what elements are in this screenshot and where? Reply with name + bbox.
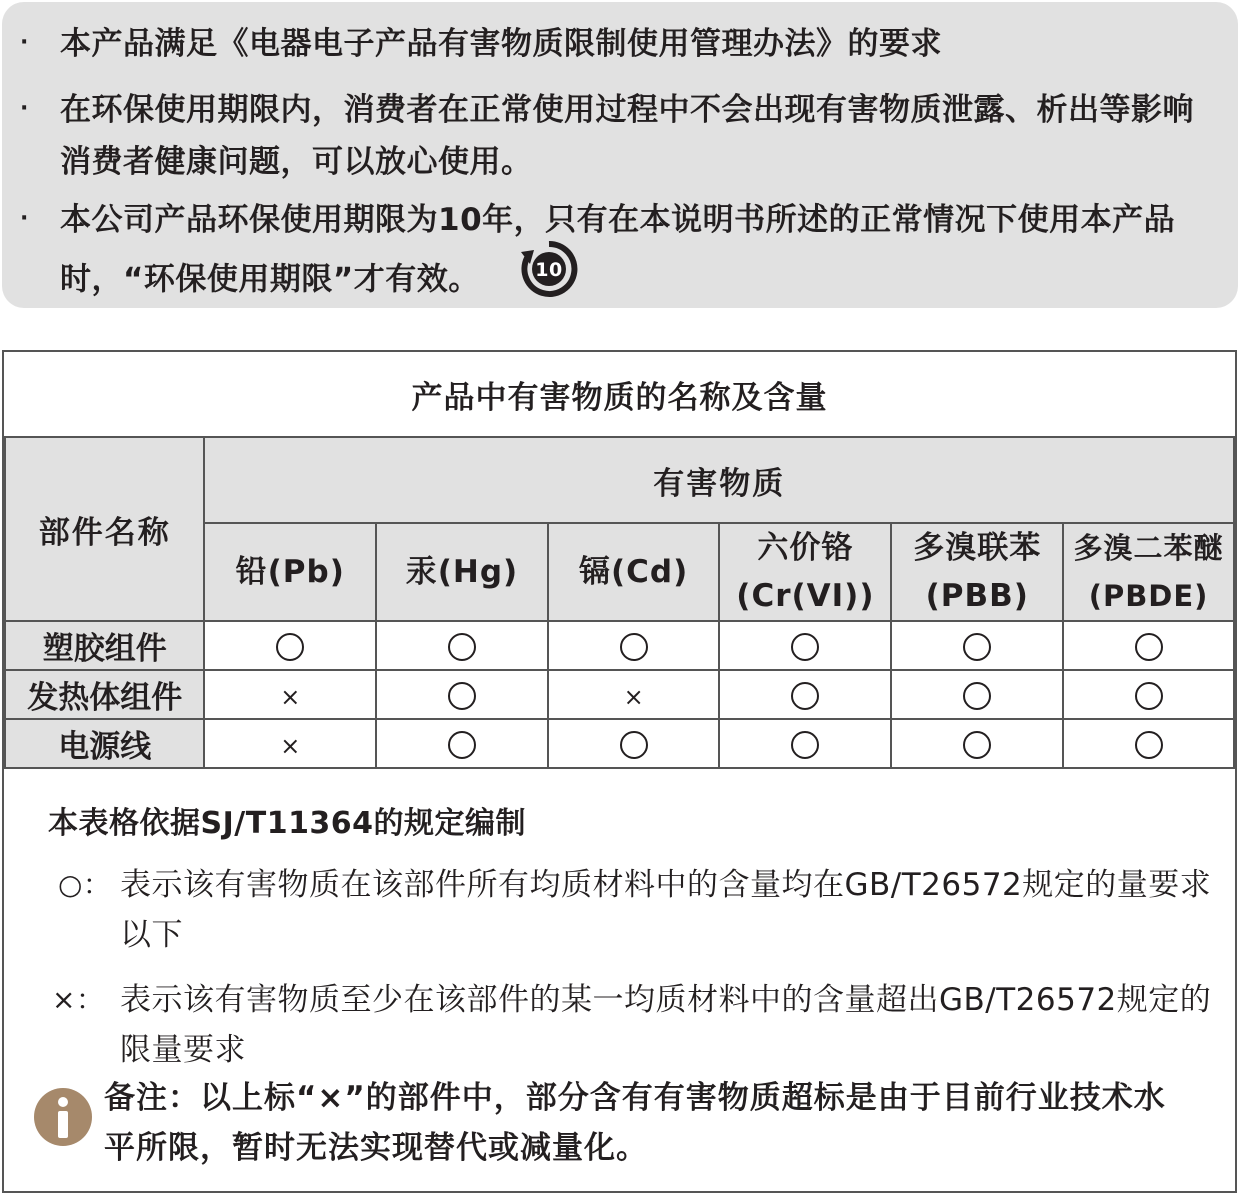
substance-cell bbox=[891, 670, 1063, 719]
compliant-mark bbox=[1135, 633, 1163, 661]
substance-cell bbox=[719, 719, 891, 768]
compliant-mark bbox=[448, 633, 476, 661]
remark-text: 备注：以上标“×”的部件中，部分含有有害物质超标是由于目前行业技术水平所限，暂时无法实现替代或减量化。 bbox=[104, 1080, 1166, 1166]
substance-cell bbox=[376, 719, 548, 768]
legend-text: 表示该有害物质至少在该部件的某一均质材料中的含量超出GB/T26572规定的限量要求 bbox=[120, 982, 1212, 1068]
notice-item-text-content: 本公司产品环保使用期限为10年，只有在本说明书所述的正常情况下使用本产品时，“环保使用期限”才有效。 bbox=[60, 202, 1176, 298]
hazard-table-frame bbox=[2, 350, 1237, 1193]
compliant-mark bbox=[1135, 682, 1163, 710]
compliant-mark bbox=[791, 731, 819, 759]
compliant-mark bbox=[620, 731, 648, 759]
compliant-mark bbox=[791, 682, 819, 710]
substance-cell bbox=[548, 719, 720, 768]
substance-header bbox=[376, 523, 548, 621]
substance-symbol: (Cr(VI)) bbox=[736, 578, 875, 614]
substance-name: 镉 bbox=[578, 554, 611, 590]
substance-header bbox=[548, 523, 720, 621]
substance-cell bbox=[891, 719, 1063, 768]
bullet: · bbox=[20, 30, 29, 55]
compliant-mark bbox=[963, 633, 991, 661]
legend-symbol: ×： bbox=[52, 983, 105, 1016]
substance-name: 多溴联苯 bbox=[913, 530, 1042, 566]
bullet: · bbox=[20, 206, 29, 231]
compliant-mark bbox=[276, 633, 304, 661]
notice-item-text bbox=[60, 194, 1220, 316]
substance-name: 汞 bbox=[405, 554, 438, 590]
substance-symbol: (Hg) bbox=[437, 554, 519, 590]
hazardous-substance-table bbox=[4, 352, 1235, 769]
hazard-header: 有害物质 bbox=[204, 437, 1234, 523]
part-name: 发热体组件 bbox=[5, 670, 204, 719]
substance-symbol: (PBDE) bbox=[1088, 579, 1209, 613]
exceeds-mark: × bbox=[280, 682, 301, 711]
notice-panel bbox=[2, 2, 1238, 308]
substance-cell bbox=[1063, 621, 1234, 670]
substance-cell bbox=[204, 621, 376, 670]
bullet: · bbox=[20, 96, 29, 121]
substance-cell bbox=[376, 621, 548, 670]
substance-cell bbox=[204, 719, 376, 768]
part-name: 电源线 bbox=[5, 719, 204, 768]
exceeds-mark: × bbox=[623, 682, 644, 711]
substance-name: 六价铬 bbox=[757, 530, 854, 566]
substance-cell bbox=[548, 621, 720, 670]
substance-cell bbox=[204, 670, 376, 719]
table-row bbox=[5, 719, 1234, 768]
notice-item-text: 本产品满足《电器电子产品有害物质限制使用管理办法》的要求 bbox=[60, 26, 942, 62]
exceeds-mark: × bbox=[280, 731, 301, 760]
table-title: 产品中有害物质的名称及含量 bbox=[5, 352, 1234, 437]
compliant-mark bbox=[448, 682, 476, 710]
substance-symbol: (Pb) bbox=[267, 554, 345, 590]
substance-name: 多溴二苯醚 bbox=[1073, 531, 1224, 565]
eco-label-value: 10 bbox=[535, 259, 563, 281]
compliant-mark bbox=[448, 731, 476, 759]
substance-cell bbox=[1063, 670, 1234, 719]
substance-symbol: (Cd) bbox=[610, 554, 689, 590]
substance-cell bbox=[548, 670, 720, 719]
substance-cell bbox=[891, 621, 1063, 670]
compliant-mark bbox=[1135, 731, 1163, 759]
compliant-mark bbox=[620, 633, 648, 661]
info-icon bbox=[34, 1088, 92, 1146]
substance-header bbox=[719, 523, 891, 621]
substance-header bbox=[891, 523, 1063, 621]
legend-symbol: ○： bbox=[58, 868, 112, 901]
recycle-10-icon bbox=[518, 238, 580, 316]
table-row bbox=[5, 621, 1234, 670]
compliant-mark bbox=[963, 731, 991, 759]
substance-symbol: (PBB) bbox=[925, 578, 1029, 614]
part-name: 塑胶组件 bbox=[5, 621, 204, 670]
substance-cell bbox=[719, 670, 891, 719]
notes-section bbox=[4, 770, 1235, 1190]
part-header: 部件名称 bbox=[5, 437, 204, 621]
notice-item-text: 在环保使用期限内，消费者在正常使用过程中不会出现有害物质泄露、析出等影响消费者健康问题，可以放心使用。 bbox=[60, 92, 1194, 180]
substance-header bbox=[1063, 523, 1234, 621]
substance-cell bbox=[719, 621, 891, 670]
substance-cell bbox=[1063, 719, 1234, 768]
substance-header bbox=[204, 523, 376, 621]
substance-cell bbox=[376, 670, 548, 719]
table-row bbox=[5, 670, 1234, 719]
compliant-mark bbox=[791, 633, 819, 661]
substance-name: 铅 bbox=[235, 554, 268, 590]
legend-text: 表示该有害物质在该部件所有均质材料中的含量均在GB/T26572规定的量要求以下 bbox=[120, 867, 1212, 953]
compliant-mark bbox=[963, 682, 991, 710]
standard-basis: 本表格依据SJ/T11364的规定编制 bbox=[48, 806, 527, 841]
